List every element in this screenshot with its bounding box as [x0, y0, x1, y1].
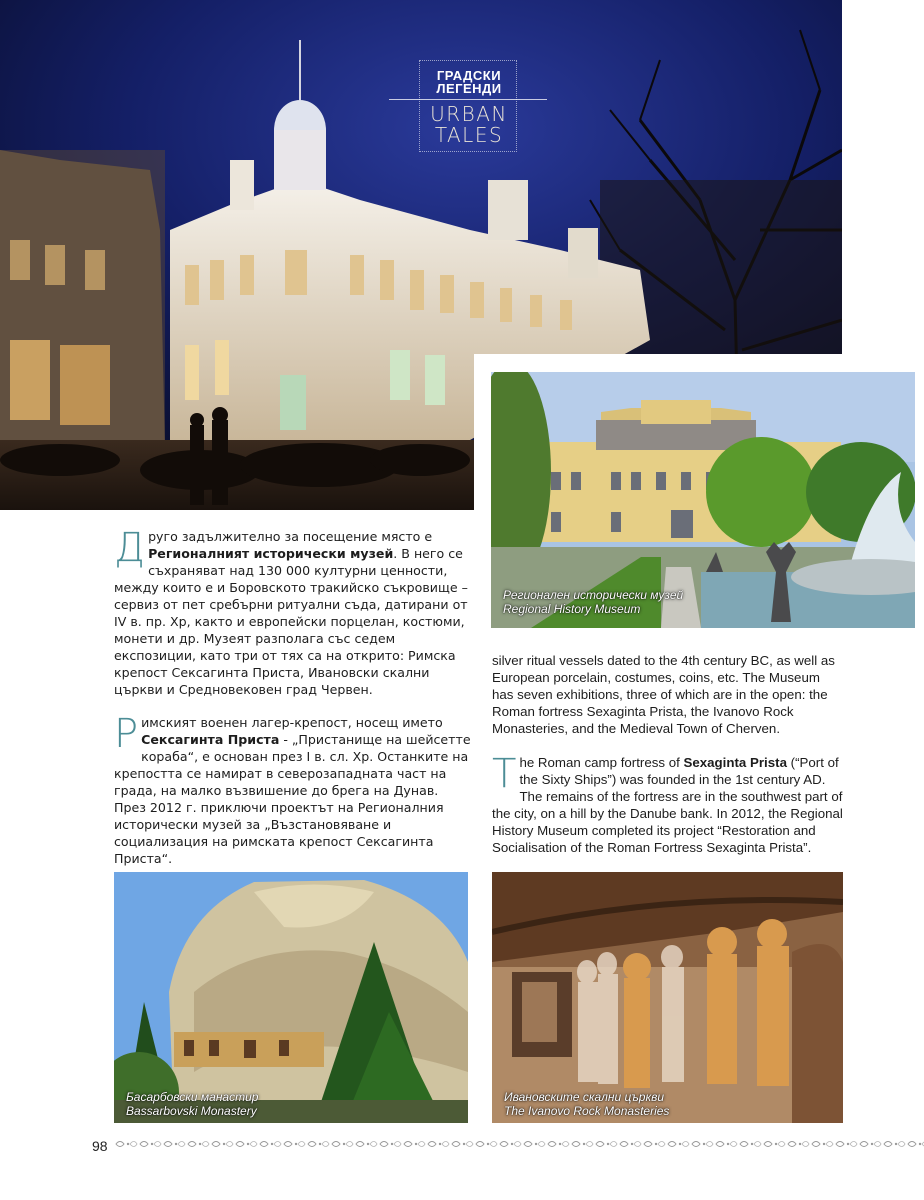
footer-ornament	[114, 1137, 924, 1151]
bg-p2-bold: Сексагинта Приста	[141, 732, 280, 747]
urban-tales-logo	[389, 60, 547, 152]
museum-caption-en: Regional History Museum	[503, 602, 641, 616]
en-paragraph-2	[492, 751, 844, 856]
bg-paragraph-2	[114, 711, 472, 867]
logo-en-line1: URBAN	[430, 102, 508, 126]
en-p2-text-b: (“Port of the Sixty Ships”) was founded in the 1st century AD. The remains of the fortress are in the southwest part of the city, on a hill by the Danube bank. In 2012, the Regional History Museum completed its project “Restoration and Socialisation of the Roman Fortress Sexaginta Prista”.	[492, 755, 843, 855]
en-text-column	[492, 652, 844, 856]
bg-p2-dropcap: Р	[114, 711, 139, 757]
monastery-caption-en: Bassarbovski Monastery	[126, 1104, 257, 1118]
museum-photo	[491, 372, 915, 628]
ivanovo-caption-en: The Ivanovo Rock Monasteries	[504, 1104, 670, 1118]
bg-paragraph-1	[114, 525, 472, 698]
ivanovo-caption-bg: Ивановските скални църкви	[504, 1090, 665, 1104]
bg-p2-text-a: имският военен лагер-крепост, носещ името	[141, 715, 443, 730]
museum-caption-bg: Регионален исторически музей	[503, 588, 684, 602]
logo-bg-line1: ГРАДСКИ	[436, 68, 502, 83]
bg-text-column	[114, 525, 472, 867]
monastery-caption-bg: Басарбовски манастир	[126, 1090, 259, 1104]
monastery-photo	[114, 872, 468, 1123]
en-paragraph-1: silver ritual vessels dated to the 4th century BC, as well as European porcelain, costumes, coins, etc. The Museum has seven exhibitions, three of which are in the open: the Roman fortress Sexaginta Prista, the Ivanovo Rock Monasteries, and the Medieval Town of Cherven.	[492, 653, 835, 736]
bg-p2-text-b: - „Пристанище на шейсетте кораба“, е основан през I в. сл. Хр. Останките на крепостта се намират в северозападната част на града, на малко възвишение до брега на Дунав. През 2012 г. приключи проектът на Регионалния исторически музей за „Възстановяване и социализация на римската крепост Сексагинта Приста“.	[114, 732, 471, 866]
en-p2-text-a: he Roman camp fortress of	[519, 755, 684, 770]
en-p2-dropcap: T	[492, 751, 517, 797]
bg-p1-text-b: . В него се съхраняват над 130 000 културни ценности, между които е и Боровското тракийско съкровище – сервиз от пет сребърни ритуални съда, датирани от IV в. пр. Хр, както и европейски порцелан, костюми, монети и др. Музеят разполага със седем експозиции, като три от тях са на открито: Римска крепост Сексагинта Приста, Ивановски скални църкви и Средновековен град Червен.	[114, 546, 468, 697]
logo-bg-line2: ЛЕГЕНДИ	[436, 81, 502, 96]
bg-p1-text-a: руго задължително за посещение място е	[148, 529, 433, 544]
bg-p1-dropcap: Д	[114, 525, 146, 571]
page-number: 98	[92, 1138, 108, 1154]
logo-en-line2: TALES	[434, 123, 504, 147]
bg-p1-bold: Регионалният исторически музей	[148, 546, 394, 561]
ivanovo-photo	[492, 872, 843, 1123]
en-p2-bold: Sexaginta Prista	[683, 755, 787, 770]
